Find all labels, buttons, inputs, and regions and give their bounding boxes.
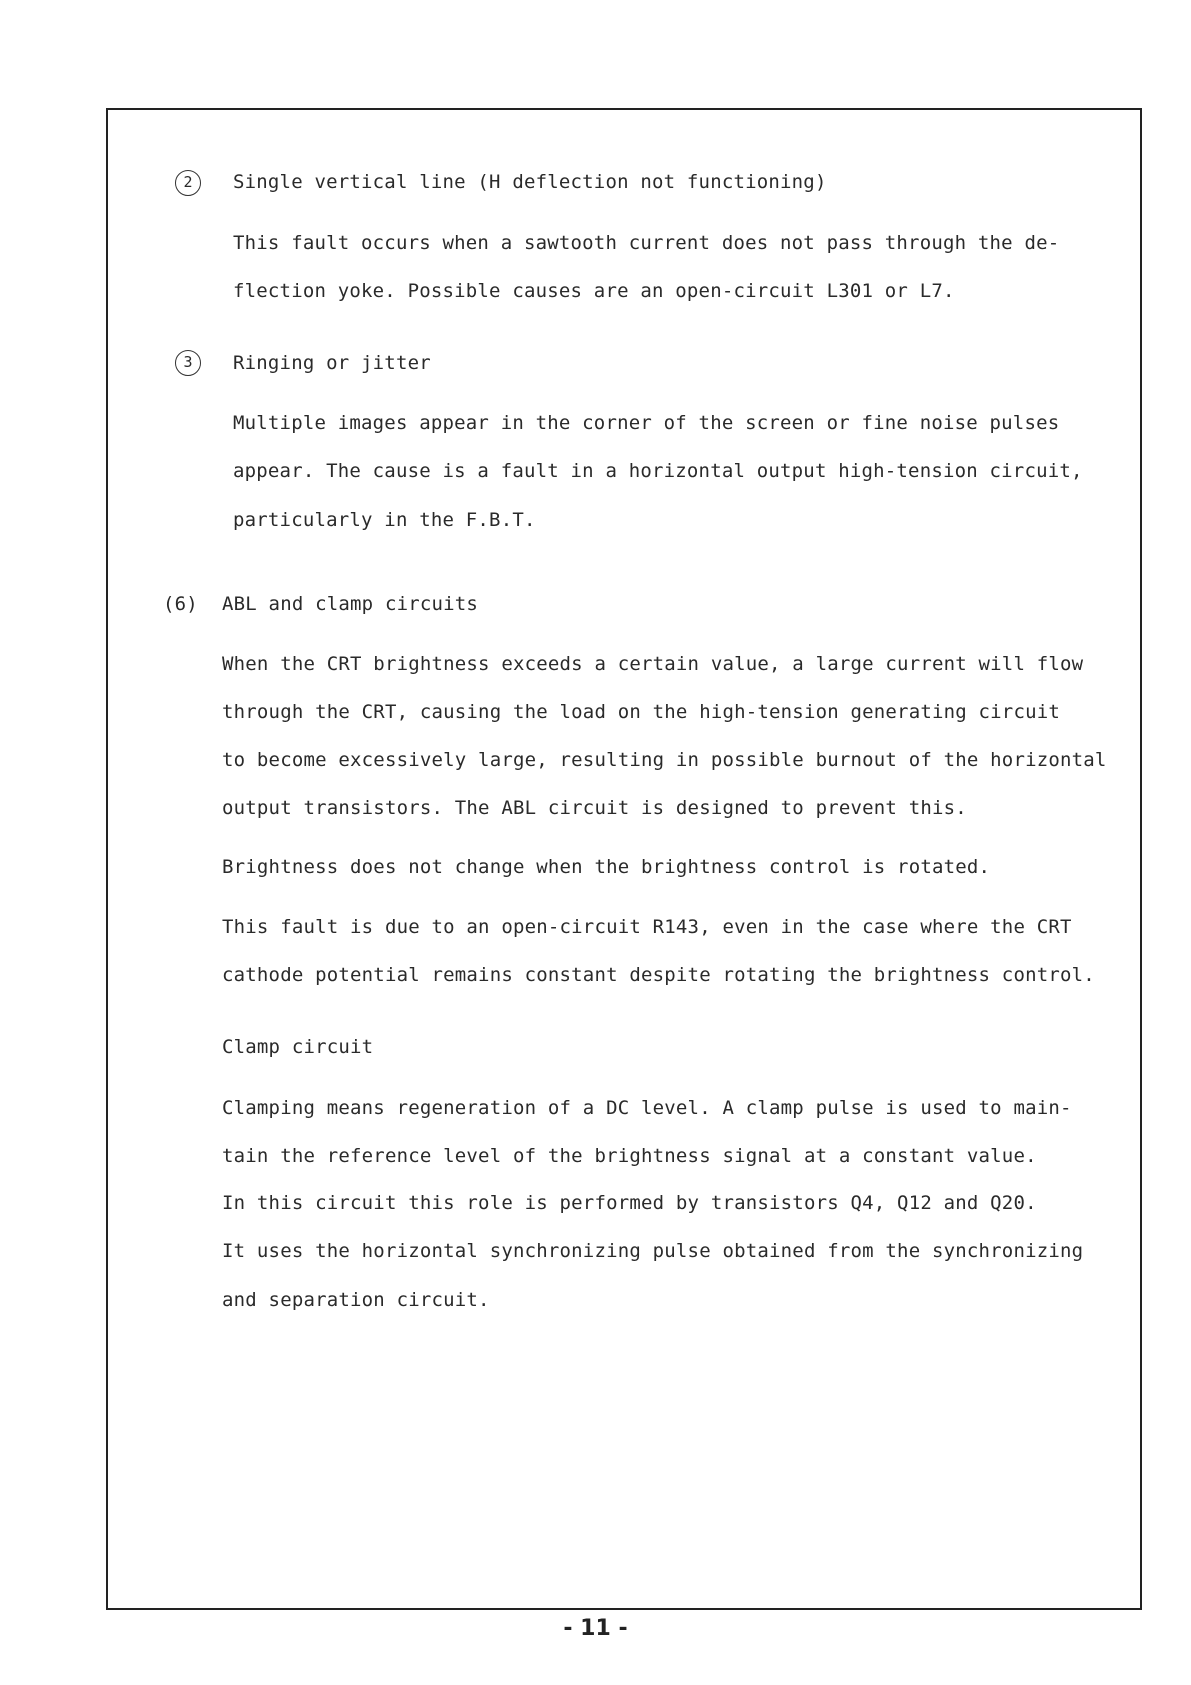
r143-para-line-2: cathode potential remains constant despite rotating the brightness control. bbox=[222, 964, 1095, 986]
item-3-line-2: appear. The cause is a fault in a horizontal output high-tension circuit, bbox=[233, 460, 1083, 482]
item-3-number: 3 bbox=[175, 350, 201, 376]
r143-para-line-1: This fault is due to an open-circuit R143, even in the case where the CRT bbox=[222, 916, 1072, 938]
abl-para-line-4: output transistors. The ABL circuit is designed to prevent this. bbox=[222, 797, 967, 819]
brightness-fault-line: Brightness does not change when the brightness control is rotated. bbox=[222, 856, 991, 878]
item-3-line-3: particularly in the F.B.T. bbox=[233, 509, 536, 531]
abl-para-line-1: When the CRT brightness exceeds a certain value, a large current will flow bbox=[222, 653, 1084, 675]
item-3-heading: Ringing or jitter bbox=[233, 352, 431, 374]
abl-para-line-2: through the CRT, causing the load on the high-tension generating circuit bbox=[222, 701, 1061, 723]
clamp-para-line-1: Clamping means regeneration of a DC level. A clamp pulse is used to main- bbox=[222, 1097, 1072, 1119]
item-2-number: 2 bbox=[175, 170, 201, 196]
clamp-para-line-4: It uses the horizontal synchronizing pulse obtained from the synchronizing bbox=[222, 1240, 1084, 1262]
item-3-line-1: Multiple images appear in the corner of the screen or fine noise pulses bbox=[233, 412, 1060, 434]
clamp-para-line-5: and separation circuit. bbox=[222, 1289, 490, 1311]
section-6-heading: ABL and clamp circuits bbox=[222, 593, 479, 615]
item-2-line-1: This fault occurs when a sawtooth current does not pass through the de- bbox=[233, 232, 1060, 254]
clamp-para-line-3: In this circuit this role is performed by transistors Q4, Q12 and Q20. bbox=[222, 1192, 1037, 1214]
page-number: - 11 - bbox=[563, 1616, 628, 1641]
section-6-number: (6) bbox=[163, 593, 198, 615]
clamp-para-line-2: tain the reference level of the brightness signal at a constant value. bbox=[222, 1145, 1037, 1167]
abl-para-line-3: to become excessively large, resulting in possible burnout of the horizontal bbox=[222, 749, 1107, 771]
item-2-heading: Single vertical line (H deflection not functioning) bbox=[233, 171, 827, 193]
item-2-line-2: flection yoke. Possible causes are an open-circuit L301 or L7. bbox=[233, 280, 955, 302]
clamp-circuit-heading: Clamp circuit bbox=[222, 1036, 374, 1058]
